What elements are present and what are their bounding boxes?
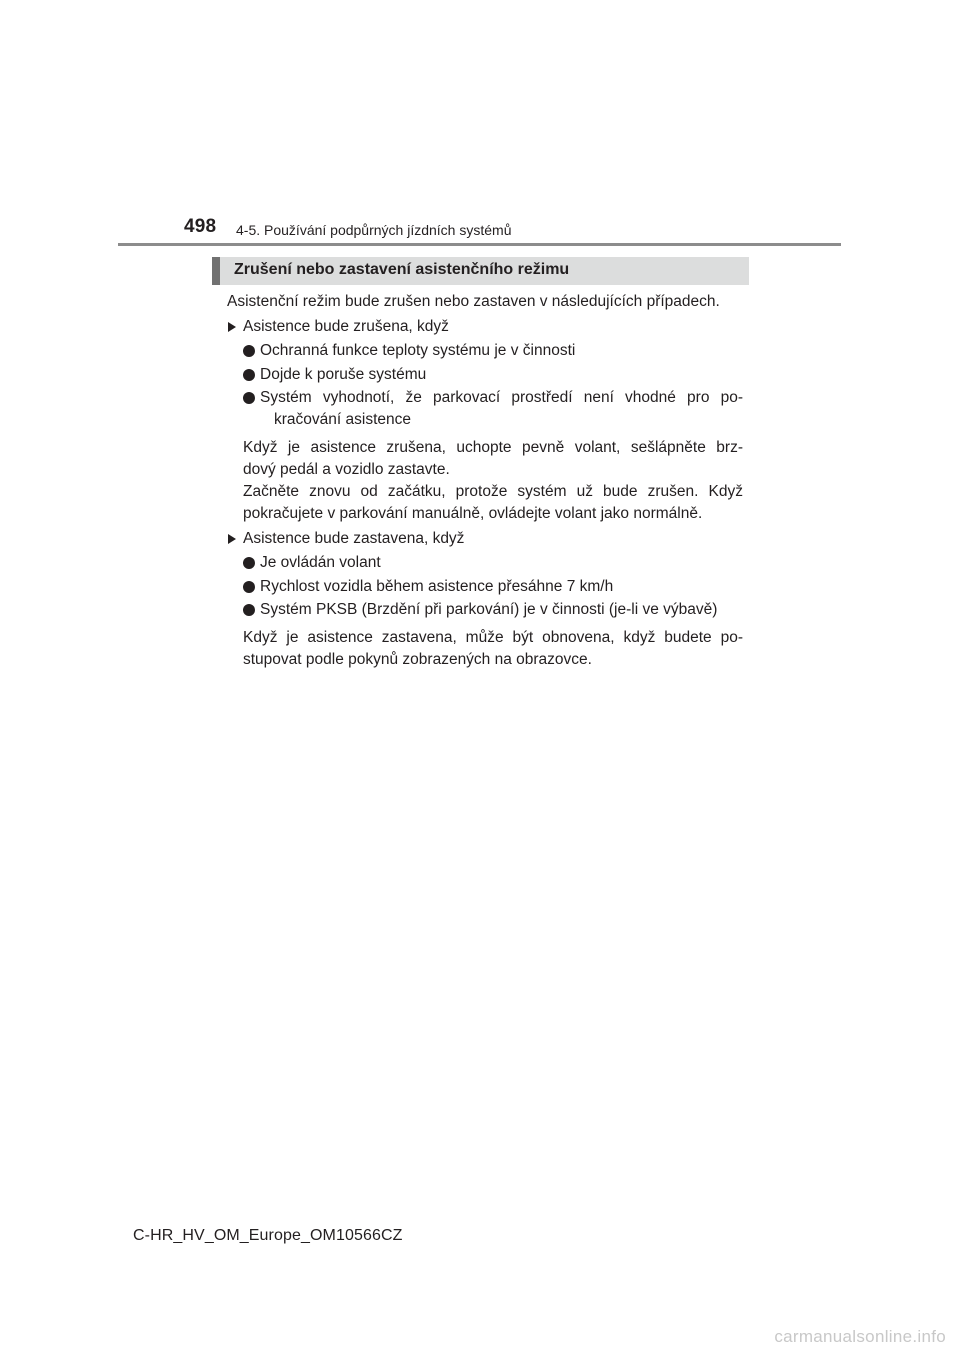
circle-bullet-icon — [243, 581, 255, 593]
group2-item-2: Rychlost vozidla během asistence přesáhne 7 km/h — [260, 578, 614, 595]
group1-note2-line1: Začněte znovu od začátku, protože systém už bude zrušen. Když — [243, 483, 743, 500]
group2-item-3: Systém PKSB (Brzdění při parkování) je v činnosti (je-li ve výbavě) — [260, 601, 718, 618]
heading-text: Zrušení nebo zastavení asistenčního režimu — [234, 261, 570, 278]
circle-bullet-icon — [243, 369, 255, 381]
group2-title: Asistence bude zastavena, když — [243, 530, 465, 547]
group1-title: Asistence bude zrušena, když — [243, 318, 449, 335]
triangle-bullet-icon — [228, 534, 236, 544]
group1-item-2: Dojde k poruše systému — [260, 366, 427, 383]
section-title: 4-5. Používání podpůrných jízdních systémů — [236, 222, 512, 238]
footer-document-code: C-HR_HV_OM_Europe_OM10566CZ — [133, 1227, 403, 1244]
header-divider — [118, 243, 841, 246]
group1-note1-line2: dový pedál a vozidlo zastavte. — [243, 461, 450, 478]
page-number: 498 — [184, 216, 217, 237]
group1-note2-line2: pokračujete v parkování manuálně, ovládejte volant jako normálně. — [243, 505, 703, 522]
group2-note-line1: Když je asistence zastavena, může být obnovena, když budete po- — [243, 629, 743, 646]
intro-text: Asistenční režim bude zrušen nebo zastaven v následujících případech. — [227, 293, 720, 310]
group1-note1-line1: Když je asistence zrušena, uchopte pevně volant, sešlápněte brz- — [243, 439, 743, 456]
group1-item-3-line2: kračování asistence — [274, 411, 411, 428]
heading-bar — [212, 257, 749, 285]
circle-bullet-icon — [243, 345, 255, 357]
triangle-bullet-icon — [228, 322, 236, 332]
group2-note-line2: stupovat podle pokynů zobrazených na obrazovce. — [243, 651, 592, 668]
group1-item-3-line1: Systém vyhodnotí, že parkovací prostředí není vhodné pro po- — [260, 389, 743, 406]
group1-item-1: Ochranná funkce teploty systému je v činnosti — [260, 342, 576, 359]
circle-bullet-icon — [243, 604, 255, 616]
group2-item-1: Je ovládán volant — [260, 554, 381, 571]
circle-bullet-icon — [243, 392, 255, 404]
watermark: carmanualsonline.info — [774, 1327, 946, 1346]
circle-bullet-icon — [243, 557, 255, 569]
